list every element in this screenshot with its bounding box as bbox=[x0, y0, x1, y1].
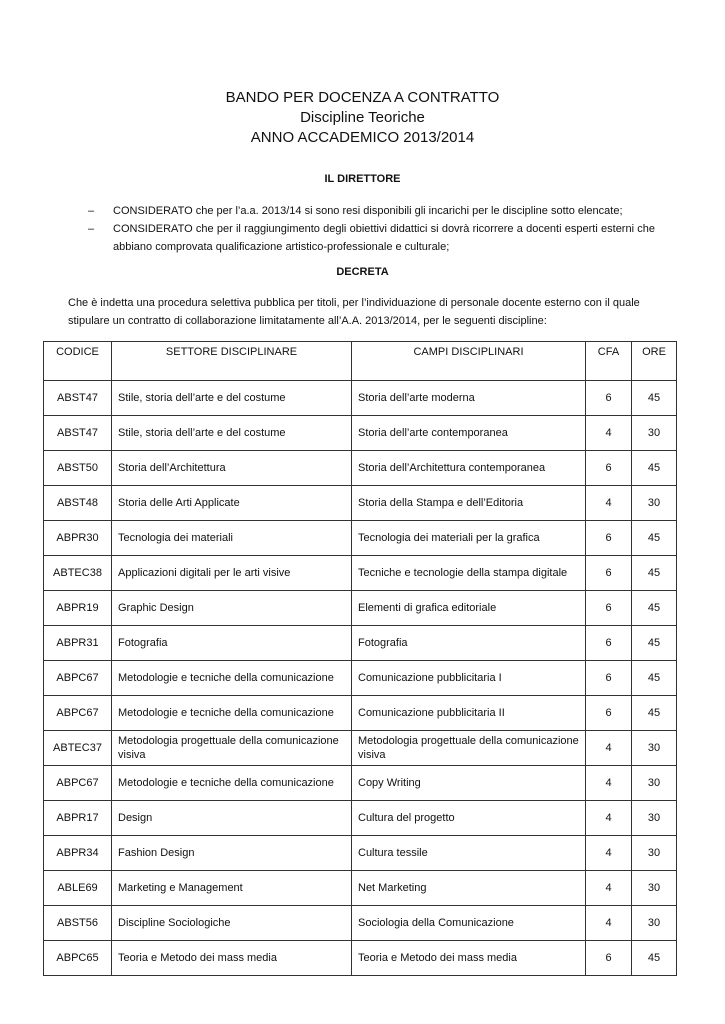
cell-settore: Fotografia bbox=[112, 626, 352, 661]
header-codice: CODICE bbox=[44, 342, 112, 381]
cell-settore: Stile, storia dell’arte e del costume bbox=[112, 381, 352, 416]
cell-ore: 45 bbox=[632, 661, 677, 696]
cell-cfa: 4 bbox=[586, 906, 632, 941]
table-row bbox=[44, 556, 677, 591]
cell-ore: 45 bbox=[632, 591, 677, 626]
header-ore: ORE bbox=[632, 342, 677, 381]
cell-campi: Storia della Stampa e dell’Editoria bbox=[352, 486, 586, 521]
cell-settore: Metodologie e tecniche della comunicazione bbox=[112, 766, 352, 801]
director-heading: IL DIRETTORE bbox=[324, 173, 401, 185]
cell-ore: 30 bbox=[632, 906, 677, 941]
cell-campi: Cultura del progetto bbox=[352, 801, 586, 836]
cell-ore: 45 bbox=[632, 626, 677, 661]
table-row bbox=[44, 521, 677, 556]
cell-settore: Metodologie e tecniche della comunicazione bbox=[112, 696, 352, 731]
cell-campi: Storia dell’arte moderna bbox=[352, 381, 586, 416]
cell-codice: ABTEC38 bbox=[44, 556, 112, 591]
table-row bbox=[44, 626, 677, 661]
cell-campi: Metodologia progettuale della comunicazione visiva bbox=[352, 731, 586, 766]
cell-ore: 45 bbox=[632, 556, 677, 591]
cell-ore: 45 bbox=[632, 451, 677, 486]
table-row bbox=[44, 836, 677, 871]
cell-campi: Sociologia della Comunicazione bbox=[352, 906, 586, 941]
document-title bbox=[0, 88, 725, 148]
cell-settore: Teoria e Metodo dei mass media bbox=[112, 941, 352, 976]
dash-bullet: – bbox=[88, 205, 95, 217]
table-row bbox=[44, 801, 677, 836]
title-line-3: ANNO ACCADEMICO 2013/2014 bbox=[250, 129, 475, 146]
cell-campi: Fotografia bbox=[352, 626, 586, 661]
consideration-text: CONSIDERATO che per il raggiungimento degli obiettivi didattici si dovrà ricorrere a docenti esperti esterni che abbiano comprovata qualificazione artistico-professionale e culturale; bbox=[113, 223, 655, 253]
cell-cfa: 6 bbox=[586, 591, 632, 626]
cell-ore: 45 bbox=[632, 941, 677, 976]
cell-settore: Marketing e Management bbox=[112, 871, 352, 906]
cell-campi: Cultura tessile bbox=[352, 836, 586, 871]
cell-codice: ABST48 bbox=[44, 486, 112, 521]
table-row bbox=[44, 906, 677, 941]
cell-campi: Net Marketing bbox=[352, 871, 586, 906]
consideration-item bbox=[88, 220, 655, 256]
cell-settore: Discipline Sociologiche bbox=[112, 906, 352, 941]
header-campi: CAMPI DISCIPLINARI bbox=[352, 342, 586, 381]
disciplines-table bbox=[43, 341, 677, 976]
cell-cfa: 4 bbox=[586, 486, 632, 521]
cell-cfa: 4 bbox=[586, 836, 632, 871]
cell-codice: ABPR34 bbox=[44, 836, 112, 871]
table-row bbox=[44, 731, 677, 766]
considerations-list bbox=[88, 202, 655, 256]
cell-settore: Graphic Design bbox=[112, 591, 352, 626]
cell-codice: ABPR17 bbox=[44, 801, 112, 836]
cell-cfa: 6 bbox=[586, 661, 632, 696]
header-cfa: CFA bbox=[586, 342, 632, 381]
decreta-heading: DECRETA bbox=[336, 266, 389, 278]
cell-campi: Tecniche e tecnologie della stampa digitale bbox=[352, 556, 586, 591]
cell-cfa: 6 bbox=[586, 381, 632, 416]
cell-campi: Storia dell’Architettura contemporanea bbox=[352, 451, 586, 486]
cell-codice: ABPC67 bbox=[44, 766, 112, 801]
cell-codice: ABST56 bbox=[44, 906, 112, 941]
cell-cfa: 4 bbox=[586, 766, 632, 801]
cell-ore: 45 bbox=[632, 696, 677, 731]
cell-cfa: 4 bbox=[586, 871, 632, 906]
cell-codice: ABPC67 bbox=[44, 696, 112, 731]
cell-ore: 30 bbox=[632, 486, 677, 521]
cell-codice: ABPR31 bbox=[44, 626, 112, 661]
title-line-1: BANDO PER DOCENZA A CONTRATTO bbox=[225, 89, 500, 106]
cell-campi: Teoria e Metodo dei mass media bbox=[352, 941, 586, 976]
cell-ore: 45 bbox=[632, 521, 677, 556]
table-row bbox=[44, 766, 677, 801]
table-row bbox=[44, 941, 677, 976]
table-row bbox=[44, 451, 677, 486]
cell-codice: ABPC67 bbox=[44, 661, 112, 696]
cell-codice: ABTEC37 bbox=[44, 731, 112, 766]
cell-settore: Fashion Design bbox=[112, 836, 352, 871]
consideration-text: CONSIDERATO che per l’a.a. 2013/14 si sono resi disponibili gli incarichi per le discipline sotto elencate; bbox=[113, 205, 623, 217]
intro-paragraph: Che è indetta una procedura selettiva pubblica per titoli, per l’individuazione di personale docente esterno con il quale stipulare un contratto di collaborazione limitatamente all’A.A. 2013/2014, per le seguenti discipline: bbox=[68, 297, 640, 327]
dash-bullet: – bbox=[88, 223, 95, 235]
cell-campi: Tecnologia dei materiali per la grafica bbox=[352, 521, 586, 556]
cell-cfa: 6 bbox=[586, 626, 632, 661]
cell-cfa: 4 bbox=[586, 731, 632, 766]
cell-ore: 45 bbox=[632, 381, 677, 416]
cell-cfa: 6 bbox=[586, 696, 632, 731]
cell-codice: ABST50 bbox=[44, 451, 112, 486]
cell-campi: Copy Writing bbox=[352, 766, 586, 801]
cell-cfa: 4 bbox=[586, 801, 632, 836]
cell-settore: Stile, storia dell’arte e del costume bbox=[112, 416, 352, 451]
table-row bbox=[44, 661, 677, 696]
cell-campi: Storia dell’arte contemporanea bbox=[352, 416, 586, 451]
cell-ore: 30 bbox=[632, 416, 677, 451]
table-row bbox=[44, 416, 677, 451]
cell-cfa: 4 bbox=[586, 416, 632, 451]
table-row bbox=[44, 486, 677, 521]
cell-cfa: 6 bbox=[586, 941, 632, 976]
cell-settore: Applicazioni digitali per le arti visive bbox=[112, 556, 352, 591]
cell-cfa: 6 bbox=[586, 556, 632, 591]
cell-campi: Elementi di grafica editoriale bbox=[352, 591, 586, 626]
cell-ore: 30 bbox=[632, 801, 677, 836]
cell-ore: 30 bbox=[632, 766, 677, 801]
cell-settore: Metodologia progettuale della comunicazione visiva bbox=[112, 731, 352, 766]
cell-settore: Storia delle Arti Applicate bbox=[112, 486, 352, 521]
cell-campi: Comunicazione pubblicitaria I bbox=[352, 661, 586, 696]
cell-cfa: 6 bbox=[586, 451, 632, 486]
cell-settore: Storia dell’Architettura bbox=[112, 451, 352, 486]
header-settore: SETTORE DISCIPLINARE bbox=[112, 342, 352, 381]
table-body bbox=[44, 381, 677, 976]
cell-settore: Tecnologia dei materiali bbox=[112, 521, 352, 556]
consideration-item bbox=[88, 202, 655, 220]
cell-codice: ABST47 bbox=[44, 416, 112, 451]
cell-codice: ABPR30 bbox=[44, 521, 112, 556]
table-header-row bbox=[44, 342, 677, 381]
cell-campi: Comunicazione pubblicitaria II bbox=[352, 696, 586, 731]
title-line-2: Discipline Teoriche bbox=[300, 109, 425, 126]
cell-codice: ABST47 bbox=[44, 381, 112, 416]
cell-ore: 30 bbox=[632, 871, 677, 906]
table-row bbox=[44, 871, 677, 906]
cell-ore: 30 bbox=[632, 731, 677, 766]
cell-codice: ABLE69 bbox=[44, 871, 112, 906]
table-row bbox=[44, 591, 677, 626]
cell-cfa: 6 bbox=[586, 521, 632, 556]
cell-settore: Metodologie e tecniche della comunicazione bbox=[112, 661, 352, 696]
cell-codice: ABPC65 bbox=[44, 941, 112, 976]
table-row bbox=[44, 381, 677, 416]
cell-codice: ABPR19 bbox=[44, 591, 112, 626]
cell-settore: Design bbox=[112, 801, 352, 836]
table-row bbox=[44, 696, 677, 731]
cell-ore: 30 bbox=[632, 836, 677, 871]
